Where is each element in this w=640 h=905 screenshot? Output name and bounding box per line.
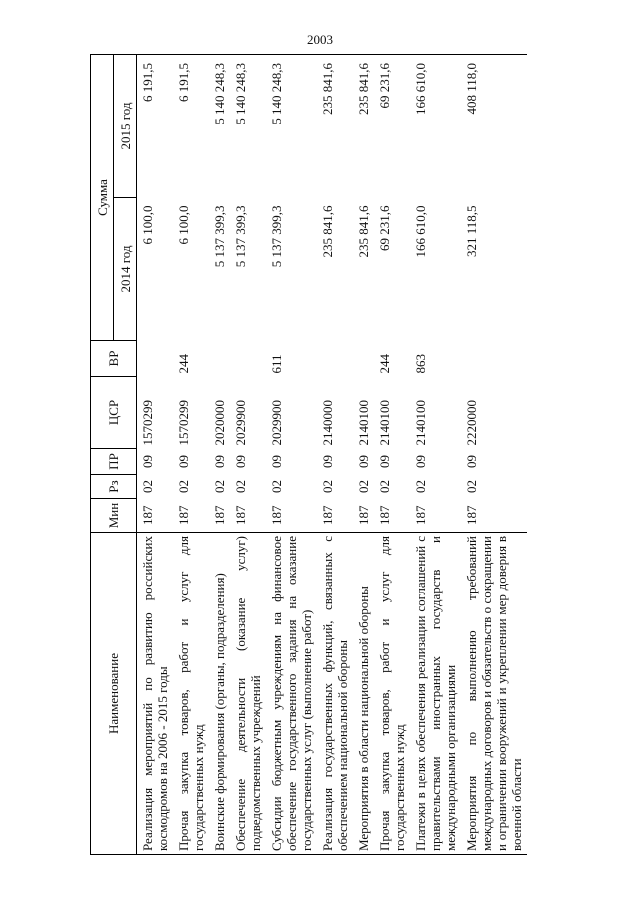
row-vr: 244 [377, 354, 392, 374]
row-rz: 02 [464, 480, 479, 493]
row-pr: 09 [212, 455, 227, 468]
row-rz: 02 [233, 480, 248, 493]
header-2015: 2015 год [114, 55, 137, 198]
row-sum-2014: 6 100,0 [176, 205, 191, 245]
row-rz: 02 [140, 480, 155, 493]
row-pr: 09 [176, 455, 191, 468]
row-rz: 02 [269, 480, 284, 493]
row-sum-2014: 5 137 399,3 [233, 205, 248, 268]
row-vr: 611 [269, 354, 284, 374]
row-min: 187 [464, 505, 479, 525]
page-number: 2003 [307, 32, 333, 47]
row-rz: 02 [377, 480, 392, 493]
row-min: 187 [233, 505, 248, 525]
row-sum-2014: 6 100,0 [140, 205, 155, 245]
row-name: Реализация государственных функций, связанных с обеспечением национальной обороны [317, 533, 353, 855]
row-csr: 2140100 [413, 400, 428, 446]
row-sum-2014: 5 137 399,3 [269, 205, 284, 268]
row-csr: 1570299 [140, 400, 155, 446]
row-csr: 2140100 [356, 400, 371, 446]
row-csr: 2029900 [269, 400, 284, 446]
row-vr: 244 [176, 354, 191, 374]
row-min: 187 [212, 505, 227, 525]
row-name: Мероприятия в области национальной обороны [353, 533, 374, 855]
row-sum-2015: 5 140 248,3 [209, 55, 230, 198]
table-row [173, 55, 209, 855]
table-row [317, 55, 353, 855]
table-row [209, 55, 230, 855]
row-name: Субсидии бюджетным учреждениям на финансовое обеспечение государственного задания на оказание государственных услуг (выполнение работ) [266, 533, 317, 855]
row-min: 187 [140, 505, 155, 525]
budget-table [90, 54, 527, 855]
row-sum-2015: 6 191,5 [137, 55, 174, 198]
row-csr: 2140000 [320, 400, 335, 446]
table-row [461, 55, 527, 855]
row-sum-2015: 408 118,0 [461, 55, 527, 198]
row-pr: 09 [320, 455, 335, 468]
row-pr: 09 [269, 455, 284, 468]
row-sum-2015: 235 841,6 [317, 55, 353, 198]
row-csr: 2020000 [212, 400, 227, 446]
row-sum-2014: 166 610,0 [413, 205, 428, 258]
row-pr: 09 [356, 455, 371, 468]
row-min: 187 [176, 505, 191, 525]
row-sum-2014: 69 231,6 [377, 205, 392, 251]
row-pr: 09 [377, 455, 392, 468]
table-row [230, 55, 266, 855]
header-rz: Рз [91, 475, 137, 499]
row-rz: 02 [176, 480, 191, 493]
row-pr: 09 [140, 455, 155, 468]
row-pr: 09 [233, 455, 248, 468]
row-vr [353, 341, 374, 377]
row-vr [209, 341, 230, 377]
row-rz: 02 [320, 480, 335, 493]
row-rz: 02 [212, 480, 227, 493]
row-sum-2014: 321 118,5 [464, 205, 479, 258]
table-row [137, 55, 174, 855]
row-sum-2015: 235 841,6 [353, 55, 374, 198]
row-name: Прочая закупка товаров, работ и услуг для государственных нужд [173, 533, 209, 855]
row-pr: 09 [413, 455, 428, 468]
row-sum-2015: 69 231,6 [374, 55, 410, 198]
row-vr [317, 341, 353, 377]
row-rz: 02 [413, 480, 428, 493]
rotated-table-container [90, 55, 560, 855]
row-sum-2015: 166 610,0 [410, 55, 461, 198]
header-name: Наименование [91, 533, 137, 855]
row-csr: 2220000 [464, 400, 479, 446]
row-name: Реализация мероприятий по развитию российских космодромов на 2006 - 2015 годы [137, 533, 174, 855]
row-sum-2014: 235 841,6 [356, 205, 371, 258]
row-csr: 2029900 [233, 400, 248, 446]
table-row [266, 55, 317, 855]
row-name: Прочая закупка товаров, работ и услуг для государственных нужд [374, 533, 410, 855]
row-min: 187 [413, 505, 428, 525]
row-name: Мероприятия по выполнению требований международных договоров и обязательств о сокращении и ограничении вооружений и укреплении мер доверия в военной области [461, 533, 527, 855]
row-min: 187 [269, 505, 284, 525]
table-row [353, 55, 374, 855]
row-rz: 02 [356, 480, 371, 493]
row-name: Воинские формирования (органы, подразделения) [209, 533, 230, 855]
row-name: Обеспечение деятельности (оказание услуг) подведомственных учреждений [230, 533, 266, 855]
header-2014: 2014 год [114, 198, 137, 341]
row-min: 187 [356, 505, 371, 525]
row-sum-2014: 235 841,6 [320, 205, 335, 258]
row-sum-2015: 5 140 248,3 [266, 55, 317, 198]
table-row [374, 55, 410, 855]
header-vr: ВР [91, 341, 137, 377]
row-min: 187 [320, 505, 335, 525]
row-pr: 09 [464, 455, 479, 468]
table-row [410, 55, 461, 855]
row-vr [137, 341, 174, 377]
row-csr: 2140100 [377, 400, 392, 446]
row-vr [230, 341, 266, 377]
row-sum-2015: 5 140 248,3 [230, 55, 266, 198]
row-vr: 863 [413, 354, 428, 374]
header-min: Мин [91, 499, 137, 533]
header-pr: ПР [91, 449, 137, 475]
row-name: Платежи в целях обеспечения реализации соглашений с правительствами иностранных государств и международными организациями [410, 533, 461, 855]
row-min: 187 [377, 505, 392, 525]
header-csr: ЦСР [91, 377, 137, 449]
row-vr [461, 341, 527, 377]
row-sum-2015: 6 191,5 [173, 55, 209, 198]
header-sum: Сумма [91, 55, 114, 341]
row-csr: 1570299 [176, 400, 191, 446]
row-sum-2014: 5 137 399,3 [212, 205, 227, 268]
